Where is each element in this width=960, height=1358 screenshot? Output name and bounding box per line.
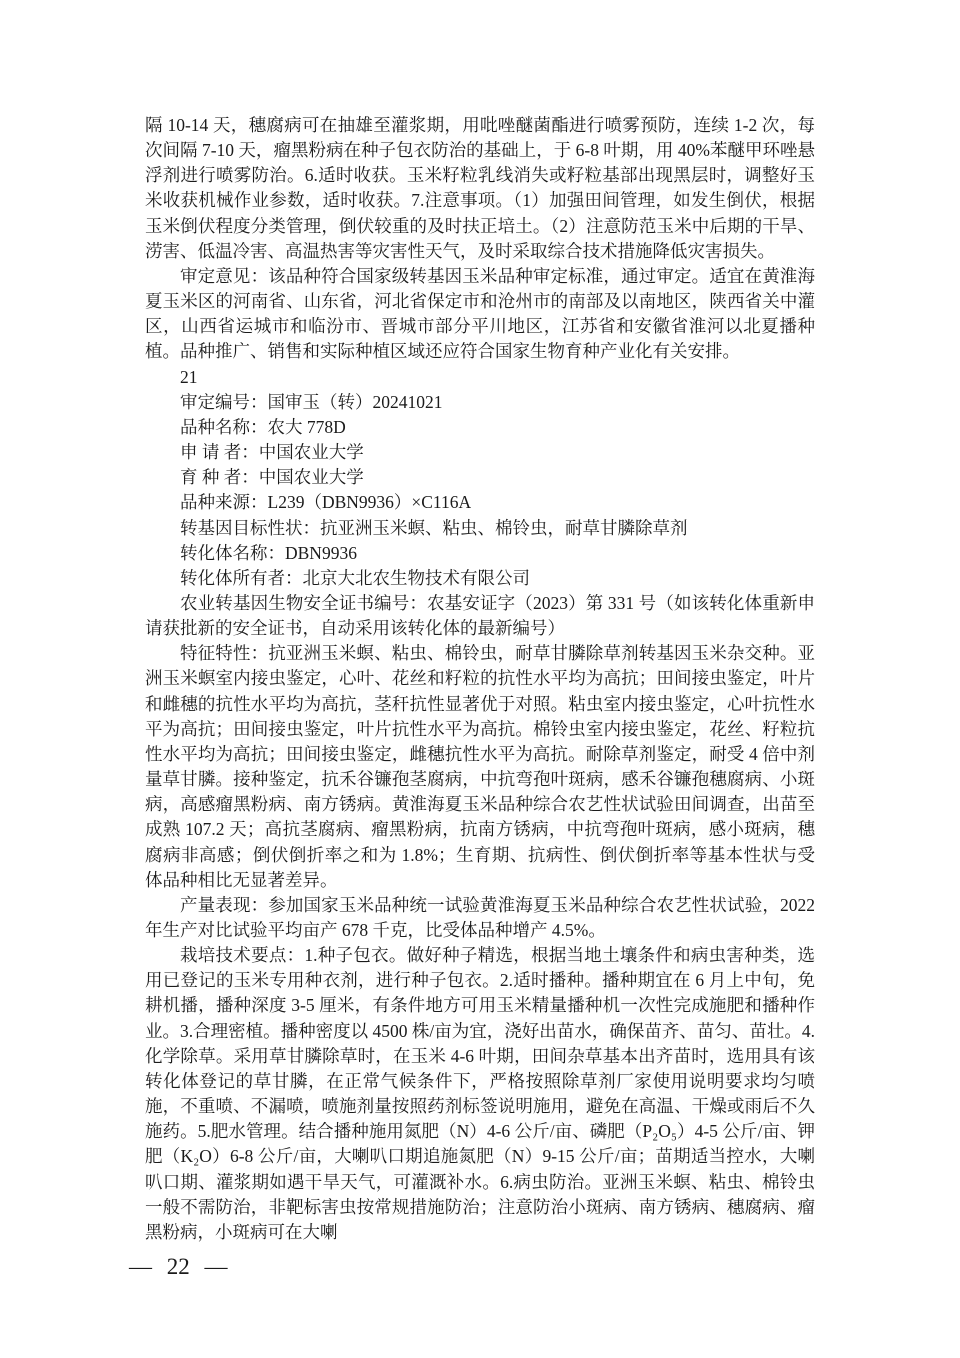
field-variety-name: 品种名称：农大 778D <box>180 416 346 437</box>
para-approval-opinion: 审定意见：该品种符合国家级转基因玉米品种审定标准，通过审定。适宜在黄淮海夏玉米区的河南省、山东省，河北省保定市和沧州市的南部及以南地区，陕西省关中灌区，山西省运城市和临汾市、晋城市部分平川地区，江苏省和安徽省淮河以北夏播种植。品种推广、销售和实际种植区域还应符合国家生物育种产业化有关安排。 <box>145 265 815 362</box>
field-biosafety-certificate: 农业转基因生物安全证书编号：农基安证字（2023）第 331 号（如该转化体重新申请获批新的安全证书，自动采用该转化体的最新编号） <box>145 592 815 639</box>
field-event-owner: 转化体所有者：北京大北农生物技术有限公司 <box>180 567 530 588</box>
field-breeder: 育 种 者：中国农业大学 <box>180 467 364 488</box>
field-variety-origin: 品种来源：L239（DBN9936）×C116A <box>180 492 472 513</box>
record-index-number: 21 <box>180 366 198 387</box>
para-characteristics: 特征特性：抗亚洲玉米螟、粘虫、棉铃虫，耐草甘膦除草剂转基因玉米杂交种。亚洲玉米螟室内接虫鉴定，心叶、花丝和籽粒的抗性水平均为高抗；田间接虫鉴定，叶片和雌穗的抗性水平均为高抗，茎秆抗性显著优于对照。粘虫室内接虫鉴定，心叶抗性水平为高抗；田间接虫鉴定，叶片抗性水平为高抗。棉铃虫室内接虫鉴定，花丝、籽粒抗性水平均为高抗；田间接虫鉴定，雌穗抗性水平为高抗。耐除草剂鉴定，耐受 4 倍中剂量草甘膦。接种鉴定，抗禾谷镰孢茎腐病，中抗弯孢叶斑病，感禾谷镰孢穗腐病、小斑病，高感瘤黑粉病、南方锈病。黄淮海夏玉米品种综合农艺性状试验田间调查，出苗至成熟 107.2 天；高抗茎腐病、瘤黑粉病，抗南方锈病，中抗弯孢叶斑病，感小斑病，穗腐病非高感；倒伏倒折率之和为 1.8%；生育期、抗病性、倒伏倒折率等基本性状与受体品种相比无显著差异。 <box>145 643 815 890</box>
field-approval-id: 审定编号：国审玉（转）20241021 <box>180 391 443 412</box>
para-yield-performance: 产量表现：参加国家玉米品种统一试验黄淮海夏玉米品种综合农艺性状试验，2022 年生产对比试验平均亩产 678 千克，比受体品种增产 4.5%。 <box>145 894 815 940</box>
field-applicant: 申 请 者：中国农业大学 <box>180 442 364 463</box>
field-gm-target-traits: 转基因目标性状：抗亚洲玉米螟、粘虫、棉铃虫，耐草甘膦除草剂 <box>180 517 688 538</box>
para-cultivation-techniques: 栽培技术要点：1.种子包衣。做好种子精选，根据当地土壤条件和病虫害种类，选用已登记的玉米专用种衣剂，进行种子包衣。2.适时播种。播种期宜在 6 月上中旬，免耕机播，播种深度 3-5 厘米，有条件地方可用玉米精量播种机一次性完成施肥和播种作业。3.合理密植。播种密度以 4500 株/亩为宜，浇好出苗水，确保苗齐、苗匀、苗壮。4.化学除草。采用草甘膦除草时，在玉米 4-6 叶期，田间杂草基本出齐苗时，选用具有该转化体登记的草甘膦，在正常气候条件下，严格按照除草剂厂家使用说明要求均匀喷施，不重喷、不漏喷，喷施剂量按照药剂标签说明施用，避免在高温、干燥或雨后不久施药。5.肥水管理。结合播种施用氮肥（N）4-6 公斤/亩、磷肥（P₂O₅）4-5 公斤/亩、钾肥（K₂O）6-8 公斤/亩，大喇叭口期追施氮肥（N）9-15 公斤/亩；苗期适当控水，大喇叭口期、灌浆期如遇干旱天气，可灌溉补水。6.病虫防治。亚洲玉米螟、粘虫、棉铃虫一般不需防治，非靶标害虫按常规措施防治；注意防治小斑病、南方锈病、穗腐病、瘤黑粉病，小斑病可在大喇 <box>145 945 815 1242</box>
document-body <box>145 113 815 1245</box>
field-transformation-event-name: 转化体名称：DBN9936 <box>180 542 357 563</box>
para-disease-control-continued: 隔 10-14 天，穗腐病可在抽雄至灌浆期，用吡唑醚菌酯进行喷雾预防，连续 1-2 次，每次间隔 7-10 天，瘤黑粉病在种子包衣防治的基础上，于 6-8 叶期，用 40%苯醚甲环唑悬浮剂进行喷雾防治。6.适时收获。玉米籽粒乳线消失或籽粒基部出现黑层时，调整好玉米收获机械作业参数，适时收获。7.注意事项。（1）加强田间管理，如发生倒伏，根据玉米倒伏程度分类管理，倒伏较重的及时扶正培土。（2）注意防范玉米中后期的干旱、涝害、低温冷害、高温热害等灾害性天气，及时采取综合技术措施降低灾害损失。 <box>145 115 815 261</box>
page-number: — 22 — <box>129 1254 228 1279</box>
